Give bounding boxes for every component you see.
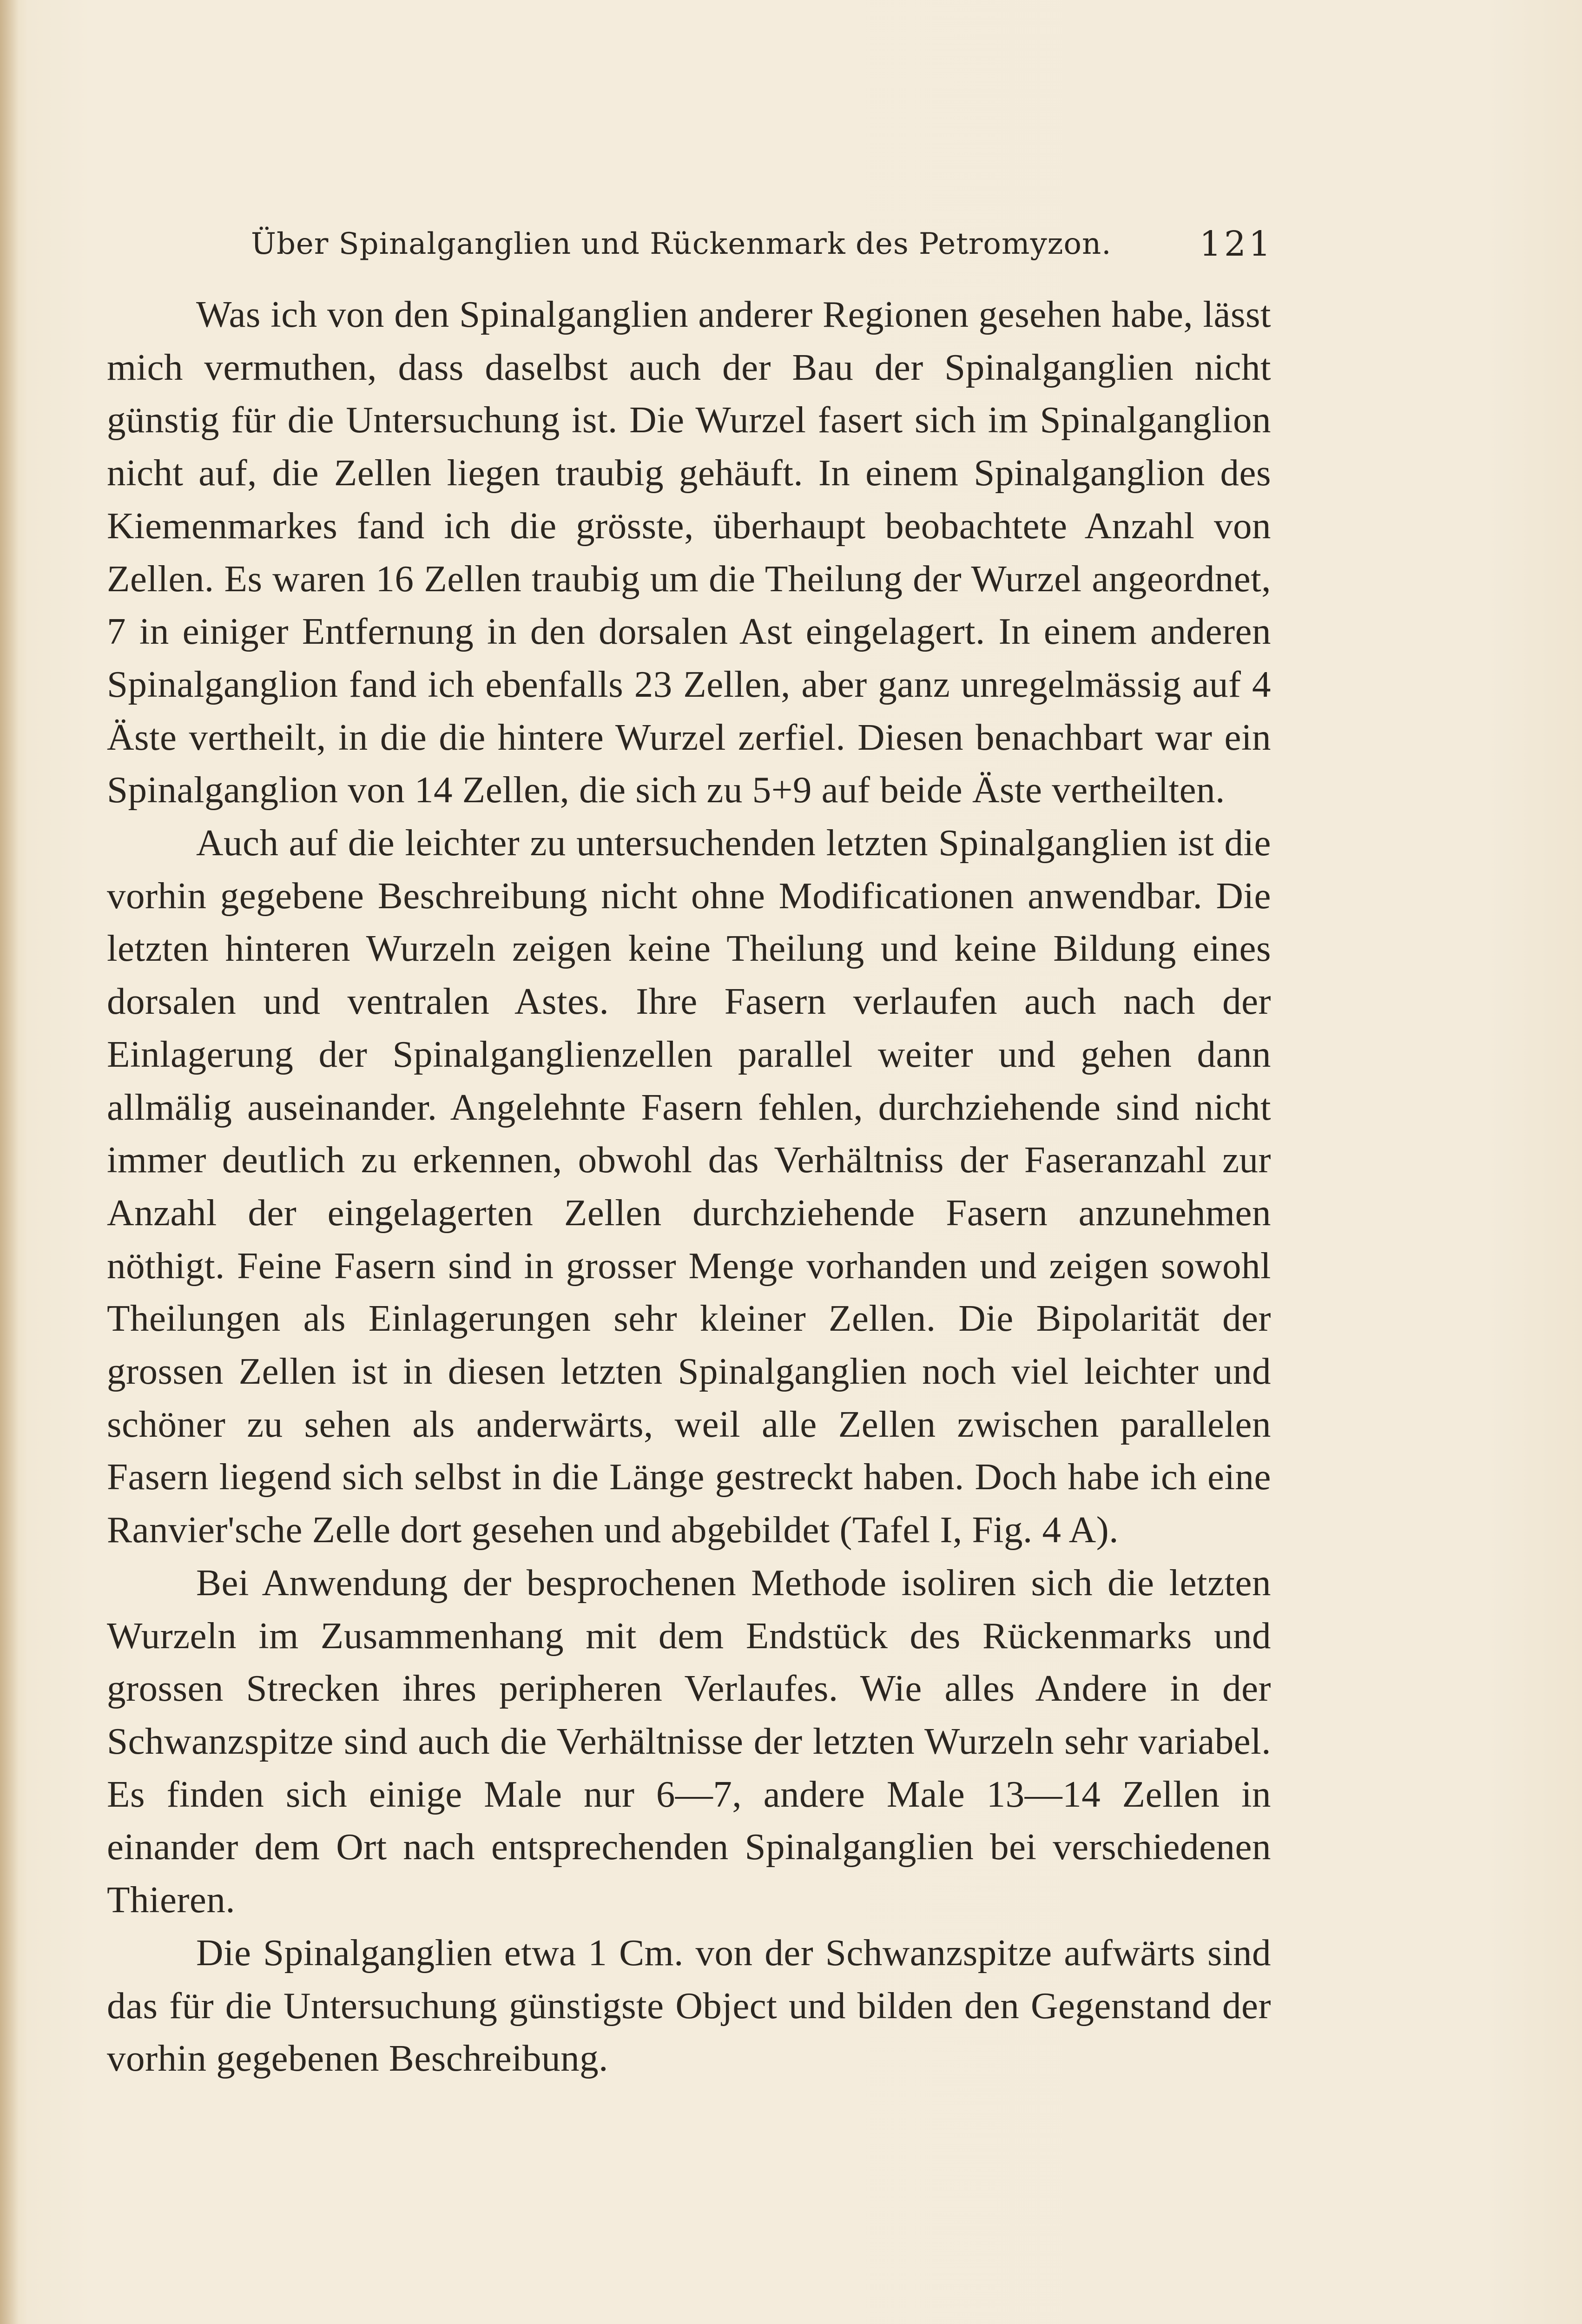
paragraph-1: Was ich von den Spinalganglien anderer Regionen gesehen habe, lässt mich vermuthen, dass daselbst auch der Bau der Spinalganglien nicht günstig für die Untersuchung ist. Die Wurzel fasert sich im Spinalganglion nicht auf, die Zellen liegen traubig gehäuft. In einem Spinalganglion des Kiemenmarkes fand ich die grösste, überhaupt beobachtete Anzahl von Zellen. Es waren 16 Zellen traubig um die Theilung der Wurzel angeordnet, 7 in einiger Entfernung in den dorsalen Ast eingelagert. In einem anderen Spinalganglion fand ich ebenfalls 23 Zellen, aber ganz unregelmässig auf 4 Äste vertheilt, in die die hintere Wurzel zerfiel. Diesen benachbart war ein Spinalganglion von 14 Zellen, die sich zu 5+9 auf beide Äste vertheilten.: [107, 293, 1271, 811]
body-text: [107, 288, 1271, 2085]
page-spine-shadow: [0, 0, 19, 2324]
running-title: Über Spinalganglien und Rückenmark des Petromyzon.: [251, 227, 1112, 261]
paragraph-4: Die Spinalganglien etwa 1 Cm. von der Schwanzspitze aufwärts sind das für die Untersuchung günstigste Object und bilden den Gegenstand der vorhin gegebenen Beschreibung.: [107, 1931, 1271, 2080]
paragraph-3: Bei Anwendung der besprochenen Methode isoliren sich die letzten Wurzeln im Zusammenhang mit dem Endstück des Rückenmarks und grossen Strecken ihres peripheren Verlaufes. Wie alles Andere in der Schwanzspitze sind auch die Verhältnisse der letzten Wurzeln sehr variabel. Es finden sich einige Male nur 6—7, andere Male 13—14 Zellen in einander dem Ort nach entsprechenden Spinalganglien bei verschiedenen Thieren.: [107, 1561, 1271, 1921]
page-header: [251, 218, 1273, 270]
page-number: 121: [1199, 224, 1273, 264]
paragraph-2: Auch auf die leichter zu untersuchenden letzten Spinalganglien ist die vorhin gegebene Beschreibung nicht ohne Modificationen anwendbar. Die letzten hinteren Wurzeln zeigen keine Theilung und keine Bildung eines dorsalen und ventralen Astes. Ihre Fasern verlaufen auch nach der Einlagerung der Spinalganglienzellen parallel weiter und gehen dann allmälig auseinander. Angelehnte Fasern fehlen, durchziehende sind nicht immer deutlich zu erkennen, obwohl das Verhältniss der Faseranzahl zur Anzahl der eingelagerten Zellen durchziehende Fasern anzunehmen nöthigt. Feine Fasern sind in grosser Menge vorhanden und zeigen sowohl Theilungen als Einlagerungen sehr kleiner Zellen. Die Bipolarität der grossen Zellen ist in diesen letzten Spinalganglien noch viel leichter und schöner zu sehen als anderwärts, weil alle Zellen zwischen parallelen Fasern liegend sich selbst in die Länge gestreckt haben. Doch habe ich eine Ranvier'sche Zelle dort gesehen und abgebildet (Tafel I, Fig. 4 A).: [107, 822, 1271, 1551]
